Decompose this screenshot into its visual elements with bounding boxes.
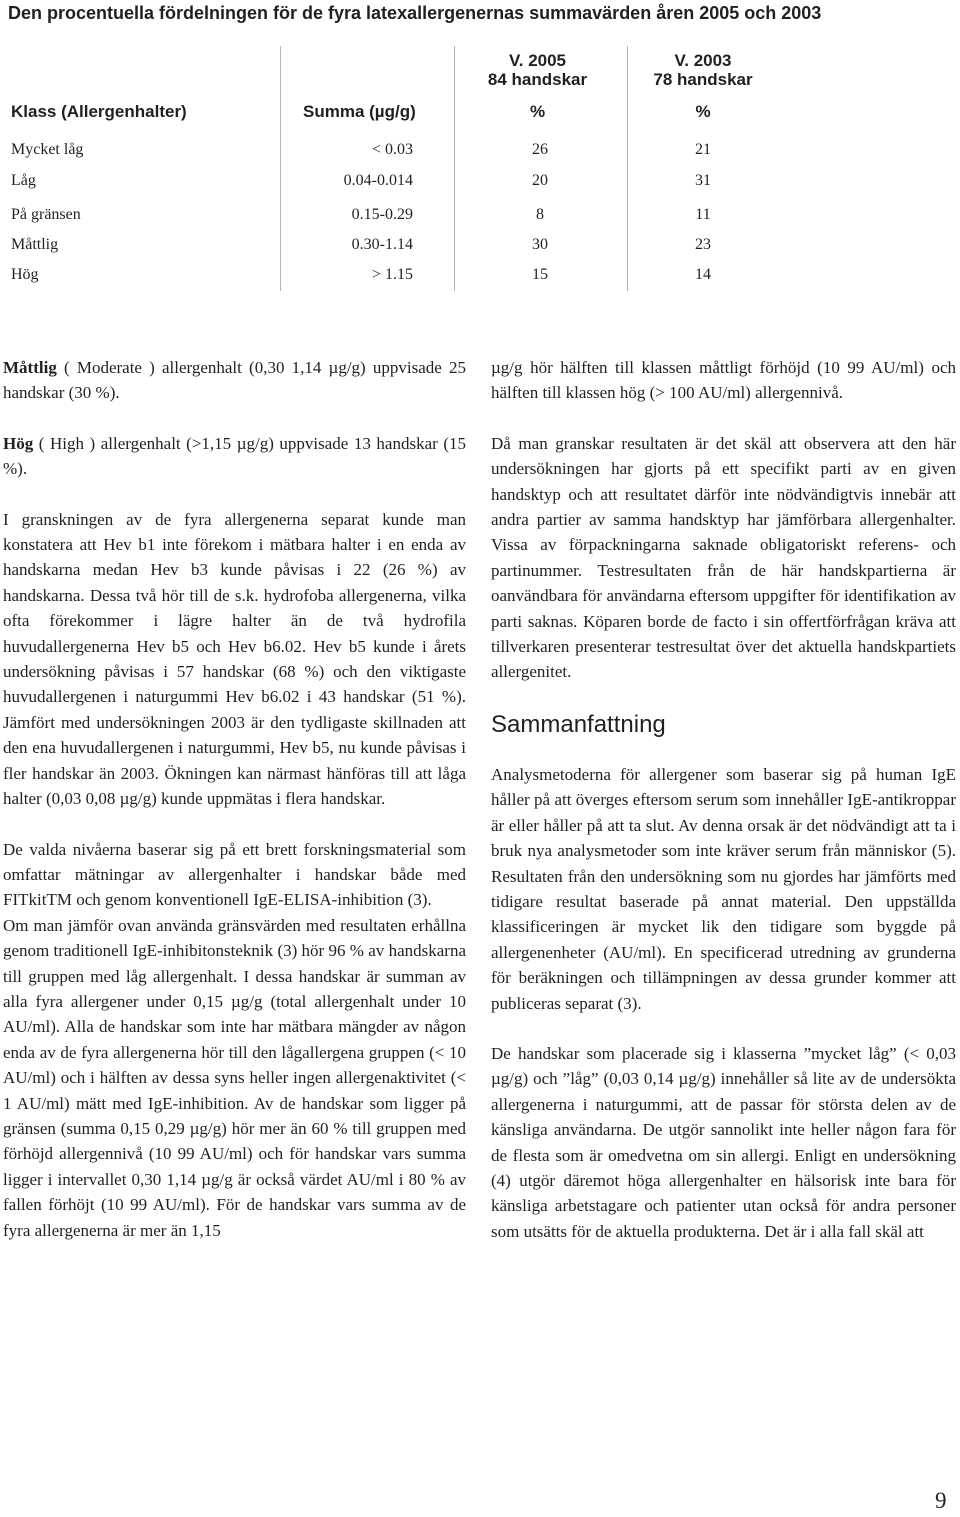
paragraph <box>3 355 466 406</box>
table-row-klass: Måttlig <box>11 236 59 253</box>
header-v2005-unit: % <box>529 102 546 121</box>
table-row-v2005: 20 <box>532 172 548 189</box>
table-row-summa: 0.15-0.29 <box>351 206 413 223</box>
header-v2003-count: 78 handskar <box>653 70 753 89</box>
table-divider <box>454 46 455 291</box>
table-row-v2003: 21 <box>695 141 711 158</box>
table-row-v2005: 30 <box>532 236 548 253</box>
header-v2003-year: V. 2003 <box>674 51 732 70</box>
table-row-klass: Mycket låg <box>11 141 84 158</box>
table-row-summa: 0.04-0.014 <box>343 172 413 189</box>
paragraph: Då man granskar resultaten är det skäl att observera att den här undersökningen har gjorts på ett specifikt parti av en given handsktyp och att resultatet därför inte nödvändigtvis innebär att andra partier av samma handsktyp har jämförbara allergenhalter. Vissa av förpackningarna saknade obligatoriskt referens- och partinummer. Testresultaten från de här handskpartierna är oanvändbara för användarna eftersom uppgifter för identifikation av parti saknas. Köparen borde de facto i sin offertförfrågan kräva att tillverkaren presenterar testresultat över det aktuella handskpartiets allergenitet. <box>491 433 956 682</box>
paragraph: Om man jämför ovan använda gränsvärden med resultaten erhållna genom traditionell IgE-inhibitonsteknik (3) hör 96 % av handskarna till gruppen med låg allergenhalt. I dessa handskar är summan av alla fyra allergener under 0,15 µg/g (total allergenhalt under 10 AU/ml). Alla de handskar som inte har mätbara mängder av någon enda av de fyra allergenerna hör till den lågallergena gruppen (< 10 AU/ml) och i hälften av dessa syns heller ingen allergenaktivitet (< 1 AU/ml) mätt med IgE-inhibition. Av de handskar som ligger på gränsen (summa 0,15 0,29 µg/g) hör mer än 60 % till gruppen med förhöjd allergennivå (10 99 AU/ml) och för handskar vars summa ligger i intervallet 0,30 1,14 µg/g är också värdet AU/ml i 80 % av fallen förhöjt (10 99 AU/ml). För de handskar vars summa av de fyra allergenerna är mer än 1,15 <box>3 915 466 1240</box>
table-row-klass: Låg <box>11 172 36 189</box>
paragraph: De handskar som placerade sig i klasserna ”mycket låg” (< 0,03 µg/g) och ”låg” (0,03 0,14 µg/g) innehåller så lite av de undersökta allergenerna i naturgummi, att de passar för största delen av de känsliga användarna. De utgör sannolikt inte heller någon fara för de flesta som är omedvetna om sin allergi. Enligt en undersökning (4) utgör däremot höga allergenhalter en hälsorisk inte bara för känsliga arbetstagare och patienter utan också för andra personer som utsätts för de aktuella produkterna. Det är i alla fall skäl att <box>491 1043 956 1241</box>
table-row-v2003: 14 <box>695 266 711 283</box>
paragraph-text: ( High ) allergenhalt (>1,15 µg/g) uppvisade 13 handskar (15 %). <box>3 433 466 479</box>
header-v2005 <box>470 51 605 89</box>
table-row-summa: 0.30-1.14 <box>351 236 413 253</box>
header-v2003-unit: % <box>695 102 711 121</box>
paragraph <box>3 431 466 482</box>
table-row-summa: > 1.15 <box>371 266 413 283</box>
table-row-summa: < 0.03 <box>371 141 413 158</box>
header-v2005-year: V. 2005 <box>508 51 567 70</box>
paragraph-text: ( Moderate ) allergenhalt (0,30 1,14 µg/g) uppvisade 25 handskar (30 %). <box>3 358 466 403</box>
table-row-v2005: 15 <box>532 266 548 283</box>
header-klass: Klass (Allergenhalter) <box>11 102 187 121</box>
header-v2003 <box>628 51 778 89</box>
paragraph: De valda nivåerna baserar sig på ett brett forskningsmaterial som omfattar mätningar av allergenhalter i handskar både med FITkitTM och genom konventionell IgE-ELISA-inhibition (3). <box>3 839 466 910</box>
paragraph: µg/g hör hälften till klassen måttligt förhöjd (10 99 AU/ml) och hälften till klassen hög (> 100 AU/ml) allergennivå. <box>491 358 956 403</box>
table-row-v2003: 23 <box>695 236 711 253</box>
table-row-klass: Hög <box>11 266 39 283</box>
page-number: 9 <box>935 1488 947 1513</box>
paragraph-lead: Måttlig <box>3 358 57 377</box>
paragraph-lead: Hög <box>3 433 34 453</box>
table-row-v2005: 8 <box>536 206 544 223</box>
header-summa: Summa (µg/g) <box>303 102 416 121</box>
page-title: Den procentuella fördelningen för de fyra latexallergenernas summavärden åren 2005 och 2003 <box>8 3 822 23</box>
right-text-column <box>491 355 956 1269</box>
section-heading: Sammanfattning <box>491 710 666 738</box>
paragraph: Analysmetoderna för allergener som baserar sig på human IgE håller på att överges eftersom serum som innehåller IgE-antikroppar är eller håller på att ta slut. Av denna orsak är det nödvändigt att ta i bruk nya analysmetoder som inte kräver serum från människor (5). Resultaten från den undersökning som nu gjordes har jämförts med tidigare resultat baserade på annat material. Den uppställda klassificeringen är mycket lik den tidigare som byggde på allergenenheter (AU/ml). En specificerad utredning av grunderna för beräkningen och tillämpningen av dessa grunder kommer att publiceras separat (3). <box>491 764 956 1013</box>
table-row-klass: På gränsen <box>11 206 81 223</box>
table-row-v2003: 31 <box>695 172 711 189</box>
table-row-v2003: 11 <box>695 206 711 223</box>
left-text-column <box>3 355 466 1268</box>
table-row-v2005: 26 <box>532 141 548 158</box>
paragraph: I granskningen av de fyra allergenerna separat kunde man konstatera att Hev b1 inte förekom i mätbara halter i en enda av handskarna medan Hev b3 kunde påvisas i 22 (26 %) av handskarna. Dessa två hör till de s.k. hydrofoba allergenerna, vilka ofta förekommer i lägre halter än de två hydrofila huvudallergenerna Hev b5 och Hev b6.02. Hev b5 kunde i årets undersökning påvisas i 57 handskar (68 %) och den viktigaste huvudallergenen i naturgummi Hev b6.02 i 43 handskar (51 %). Jämfört med undersökningen 2003 är den tydligaste skillnaden att den ena huvudallergenen i naturgummi, Hev b5, nu kunde påvisas i fler handskar än 2003. Ökningen kan närmast hänföras till att låga halter (0,03 0,08 µg/g) kunde uppmätas i flera handskar. <box>3 509 466 809</box>
header-v2005-count: 84 handskar <box>487 70 588 89</box>
